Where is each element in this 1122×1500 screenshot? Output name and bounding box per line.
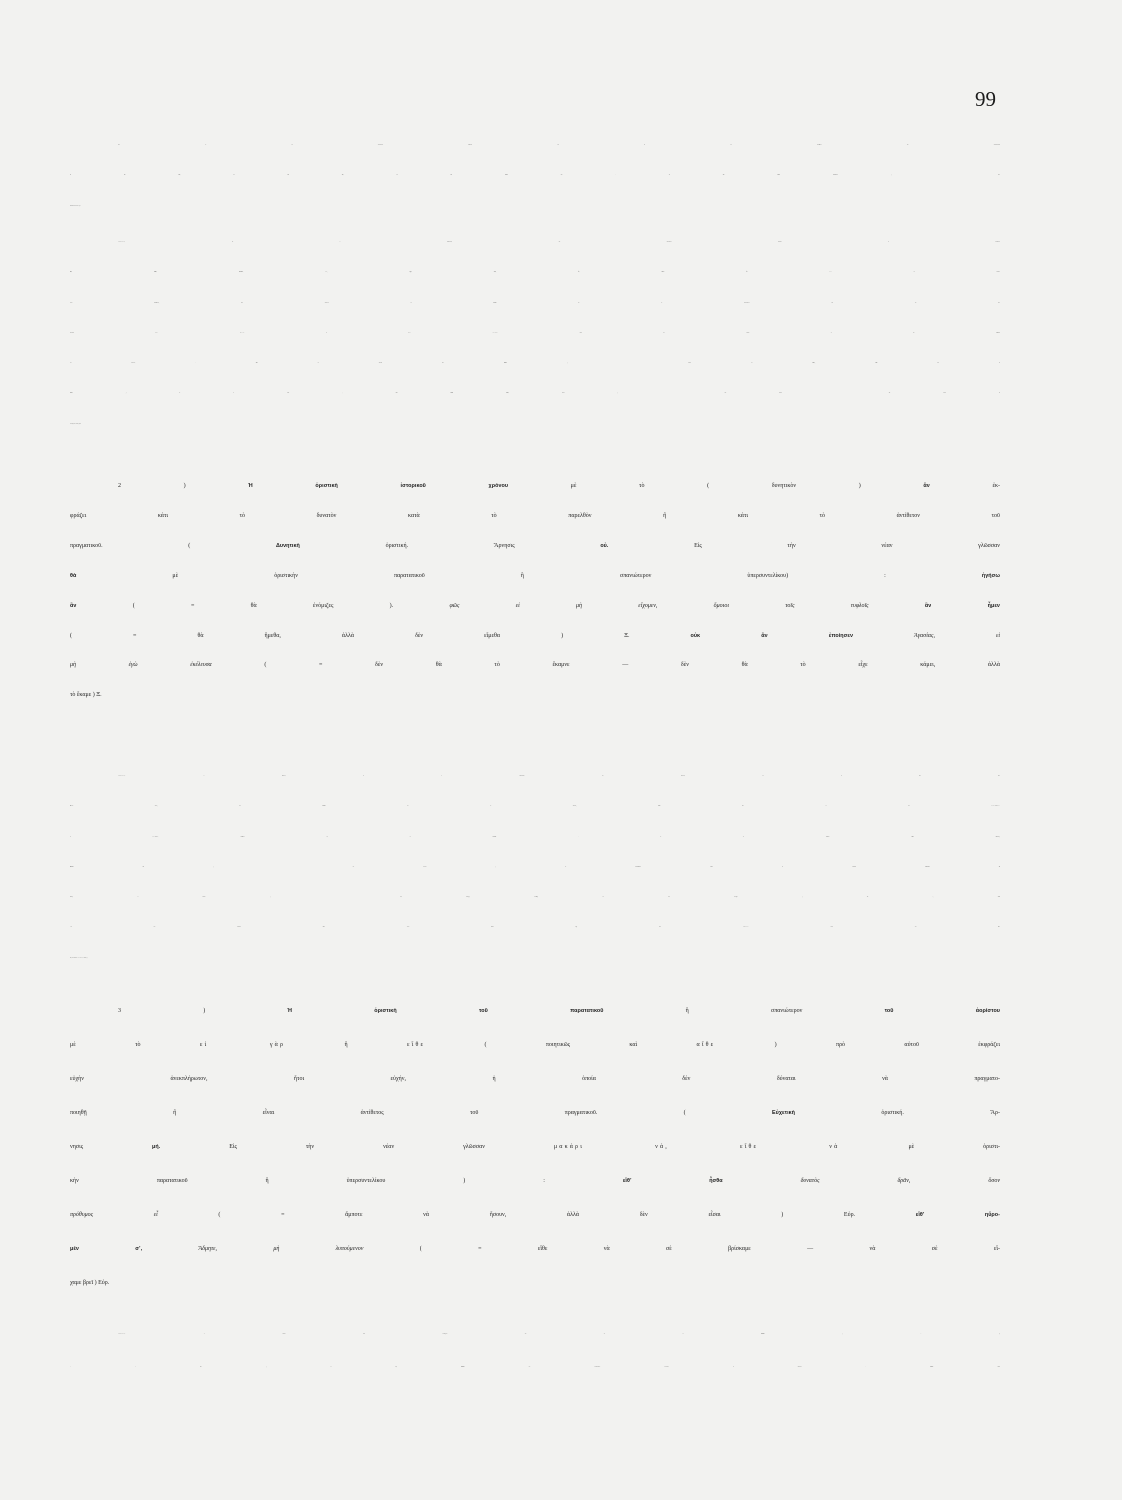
text-line [70, 1198, 1000, 1232]
bold-text-run: ἂν [923, 483, 930, 489]
text-run: μὲ ὁριστικὴν παρατατικοῦ ἢ σπανιώτερον ὑπερσυντελίκου) : [76, 572, 982, 579]
italic-text-run: αὐτούς, τί λέγοιεν [70, 897, 206, 899]
text-run: φατον λαμβάνεται, ὅταν πρόκειται νὰ δηλωθῇ ὅτι τὸ σημαινόμενον ὑπὸ τοῦ ἀπα- [70, 302, 1000, 304]
text-run: μετ’ ἀπαρεμφάτου ἐνεστῶτος ἢ ἀορίστου : [464, 1367, 931, 1368]
text-run: Ἡ τοιαύτη εὐχὴ ἐκφράζεται καὶ μὲ τὸ [126, 1334, 762, 1335]
bold-text-run: εἴθ’ ἦσθα [622, 1178, 723, 1184]
italic-text-run: Κῦρος [933, 1367, 1000, 1368]
text-line [70, 913, 1000, 943]
text-line [70, 161, 1000, 191]
italic-text-run: δυνατὸς δρᾶν, ὅσον [722, 1178, 1000, 1184]
text-run: κεῖνος στὴ βάρ- [748, 927, 1000, 929]
italic-text-run: τὰ ἐνέχυρα τότε [257, 363, 504, 365]
text-line [70, 622, 1000, 652]
text-line [70, 289, 1000, 319]
text-line [70, 228, 1000, 258]
italic-text-run: τέκνον [508, 393, 565, 395]
italic-text-run: Ἀγασίας, εἰ [853, 632, 1001, 639]
spaced-text-run: δὲν ἔγινεν [155, 332, 245, 334]
text-run: πήγαινε ). [83, 957, 88, 959]
text-line [70, 258, 1000, 288]
text-line [70, 1062, 1000, 1096]
text-run: μὲ τὸ ( δυνητικὸν ) [508, 483, 924, 489]
text-line [70, 472, 1000, 502]
text-run: ποιηθῇ ἢ εἶναι ἀντίθετος τοῦ πραγματικοῦ. ( [70, 1110, 772, 1116]
text-run: κ.τ.τ. μὲ ἀπαρέμ- [747, 272, 1000, 274]
bold-text-run: ἂν ἦμεν [924, 602, 1000, 609]
bold-text-run: τοῦ ἀορίστου [884, 1008, 1000, 1014]
text-line [70, 349, 1000, 379]
bold-text-run [70, 867, 144, 868]
bold-text-run: Δυνητικὴ [275, 542, 300, 549]
text-run: ἐξαρτᾶται ἀπὸ τοῦτον ) Ξ. [70, 205, 81, 207]
bold-text-run: ἂν [70, 602, 77, 609]
text-run: χαμε βρεῖ ) Εὐρ. [70, 1280, 110, 1286]
text-run: ρεμφάτου [70, 332, 156, 334]
text-run: Κάτι τὸ μὴ πραγματικὸν δηλοῦται καὶ μὲ τὴν προσθήκην τῶν προσδιορισμῶν [118, 145, 1000, 146]
text-run: φράζει κάτι τὸ δυνατὸν κατὰ τὸ παρελθὸν ἢ κάτι τὸ ἀντίθετον τοῦ [70, 512, 1000, 519]
spaced-text-run: ἐπανάληψιν [991, 806, 1000, 808]
spaced-text-run: συνήθως [152, 836, 159, 838]
paragraph-unreal-with-determiners [70, 131, 1000, 222]
text-line [70, 1232, 1000, 1266]
bold-text-run: οὐ. [600, 542, 609, 549]
text-run: ( = θὰ ἐνόμιζες ). [76, 602, 450, 609]
spaced-text-run: Σημείωσις. [118, 776, 127, 777]
text-run: δια ; κοντὰ καὶ γὼ = [70, 957, 79, 959]
page-number: 99 [975, 87, 996, 111]
spaced-text-run: μακάρι νά, εἴθε νὰ [553, 1144, 840, 1150]
text-run: ( = ἄμποτε νὰ ἤσουν, ἀλλὰ δὲν εἶσαι ) Εὐρ. [157, 1212, 916, 1218]
text-run: ( = δὲν θὰ τὸ ἔκαμνε — δὲν θὰ τὸ εἶχε κάμει, ἀλλὰ [211, 662, 1001, 669]
bold-text-run [70, 272, 243, 273]
bold-text-run: Ἡ ὁριστικὴ τοῦ παρατατικοῦ [287, 1008, 604, 1014]
italic-text-run: εἴ τις Κλεάρχῳ ἐδόκει βλακεύειν, [660, 836, 1000, 838]
bold-text-run: οὐκ ἂν ἐποίησεν [690, 632, 854, 639]
bold-text-run [410, 272, 748, 273]
text-run: 3 ) [118, 1008, 288, 1014]
text-run: 2 ) [118, 483, 249, 489]
italic-text-run: φῶς εἰ μὴ εἴχομεν, ὅμοιοι τοῖς τυφλοῖς [449, 602, 925, 609]
section-3-wishful-indicative [70, 994, 1000, 1300]
text-run: μὲ ὁριστι- [839, 1144, 1001, 1150]
text-run: κλπ. : [507, 175, 669, 177]
text-run: Ὁ ἀόριστος ἢ ὁ παρατατικὸς τῆς ὁριστικῆς μὲ τὸ [126, 776, 920, 777]
bold-text-run: Ἡ ὁριστικὴ ἱστορικοῦ χρόνου [248, 483, 509, 489]
text-line [70, 410, 1000, 440]
spaced-text-run: Σημείωσις [118, 242, 126, 243]
text-line [70, 651, 1000, 681]
text-run: πραγματικοῦ. ( [70, 542, 276, 549]
text-line [70, 1164, 1000, 1198]
text-run: νησις [70, 1144, 153, 1150]
spaced-text-run: δὲν γίνεται [408, 332, 499, 334]
italic-text-run: ἀπολώλαμεν [779, 175, 838, 177]
text-run: συμβαῖνον εἰς τὸ παρελθόν : [158, 836, 661, 838]
bold-text-run: μέν σ’, [70, 1246, 143, 1252]
text-line [70, 1096, 1000, 1130]
text-line [70, 944, 1000, 974]
text-run: ( = τὸν ἐκτύπα ) Ξ. [143, 866, 636, 868]
text-run: ἢ [285, 1042, 407, 1048]
italic-text-run: ἀναλαμβάνων αὐτῶν τὰ ποιήματα [635, 866, 926, 868]
text-line [70, 1318, 1000, 1351]
text-run: τὸ ἔκαμε ) Ξ. [70, 692, 102, 699]
text-run: ἢ σπανιώτερον [603, 1008, 885, 1014]
spaced-text-run: ὁσάκις [78, 957, 84, 959]
bold-text-run: Εὐχετικὴ [772, 1110, 796, 1116]
text-run: ( = δὲν ἔπρεπε = δὲν πρέπει νὰ [564, 393, 1000, 395]
text-run: ὁριστική. Ἄρ- [795, 1110, 1000, 1116]
text-run: Εἰς τὴν νέαν γλῶσσαν [160, 1144, 554, 1150]
note-iterative-aorist [70, 762, 1000, 974]
text-line [70, 379, 1000, 409]
text-run: βάνεται ἐνίοτε, ἵνα δηλωθῇ ὄχι τὸ δυνατόν, ἀλλὰ κάτι τὸ κατ’ [70, 806, 992, 808]
text-line [70, 681, 1000, 711]
text-run: ( ποιητικῶς καὶ [425, 1042, 697, 1048]
text-line [70, 1028, 1000, 1062]
italic-text-run: Ἄδμητε, μὴ λυπούμενον [142, 1246, 364, 1252]
text-line [70, 532, 1000, 562]
bold-text-run: μή. [152, 1144, 161, 1150]
bold-text-run [396, 1367, 465, 1368]
bold-text-run [669, 175, 780, 176]
text-run: ( — ες, [764, 1334, 1001, 1335]
text-run: ( = εἴθε νὰ σὲ βρίσκαμε — νὰ σὲ εἴ- [363, 1246, 1000, 1252]
section-2-potential-indicative [70, 472, 1000, 711]
bold-text-run [396, 393, 509, 394]
italic-text-run: μὴ ἐγὼ ἐκέλευσα [70, 662, 212, 669]
text-run: παρὰ τὴν γνώμην ἢ τὴν ἐπιθυμίαν [498, 332, 1000, 334]
note-b-impersonal-imperfect [70, 228, 1000, 440]
text-line [70, 592, 1000, 622]
text-run: λαμ- [920, 776, 1000, 777]
italic-text-run: τί σιγᾷς ; [233, 393, 396, 395]
bold-text-run: ἡγήσω [981, 572, 1000, 579]
text-line [70, 853, 1000, 883]
text-run: ( = ἔπρεπε νὰ λάβῃς, ἀλλὰ δὲν τὰ [506, 363, 1000, 365]
text-line [70, 562, 1000, 592]
italic-text-run: πρόθυμος εἶ [70, 1212, 158, 1218]
text-run: ἔλαβες ) Ξ. [70, 393, 234, 395]
bold-text-run [70, 175, 508, 176]
text-run: — ε κλπ. ) ἢ [70, 1367, 396, 1368]
text-line [70, 1351, 1000, 1384]
text-run: μὲ τὸ [70, 1042, 200, 1048]
text-run: β΄. Ὁ παρατατικὸς τῶν ἀπροσώπων ῥημάτων ἢ ἐκφράσεων [125, 242, 1000, 243]
text-run: ( = τοὺς ἐξήταζα, συνήθιζα νὰ τοὺς ἐξετάζω ) Πλ. ( πρβλ. [205, 897, 1000, 899]
text-run: σιωπᾷς, ὅπως σιωπᾷς )Εὐρ. [70, 423, 82, 425]
text-run: κὴν παρατατικοῦ ἢ ὑπερσυντελίκου ) : [70, 1178, 623, 1184]
spaced-text-run: αἴθε [696, 1042, 716, 1048]
text-line [70, 883, 1000, 913]
text-run: εὐχὴν ἀνεκπλήρωτον, ἤτοι εὐχήν, ἡ ὁποία δὲν δύναται νὰ πραγματο- [70, 1076, 1000, 1082]
text-line [70, 762, 1000, 792]
text-run: ( = ὅσον [837, 175, 1000, 177]
text-run: ἢ [244, 332, 409, 334]
text-run: ἐκ- [929, 483, 1001, 489]
text-line [70, 823, 1000, 853]
text-run: Ἀπὸ τότε γενήκαμε φίλοι· νύχτα ἡμέρα μαζί· [70, 927, 660, 929]
text-run: ) πρὸ αὐτοῦ ἐκφράζει [715, 1042, 1000, 1048]
text-run: ἢ [70, 836, 153, 838]
text-line [70, 192, 1000, 222]
text-line [70, 319, 1000, 349]
text-line [70, 792, 1000, 822]
spaced-text-run: εἰ γὰρ [199, 1042, 286, 1048]
spaced-text-run: θὰ πήγαινε [659, 927, 749, 929]
text-line [70, 502, 1000, 532]
text-line [70, 131, 1000, 161]
bold-text-run: θὰ [70, 572, 77, 579]
text-run: ὁριστική. Ἄρνησις [299, 542, 601, 549]
bold-text-run [925, 867, 1000, 868]
text-line [70, 994, 1000, 1028]
text-run: Εἰς τὴν νέαν γλῶσσαν [608, 542, 1000, 549]
text-run: ( = θὰ ἤμεθα, ἀλλὰ δὲν εἴμεθα ) Ξ. [70, 632, 691, 639]
bold-text-run: εἴθ’ ηὕρο- [915, 1212, 1000, 1218]
spaced-text-run: εἴθε [407, 1042, 426, 1048]
text-run: κ.τ.τ., [243, 272, 410, 274]
text-run: τοῦ λέγοντος : [70, 363, 256, 365]
note-ophelon [70, 1318, 1000, 1384]
text-line [70, 1130, 1000, 1164]
spaced-text-run: Σημείωσις. [118, 1334, 127, 1335]
text-line [70, 1266, 1000, 1300]
